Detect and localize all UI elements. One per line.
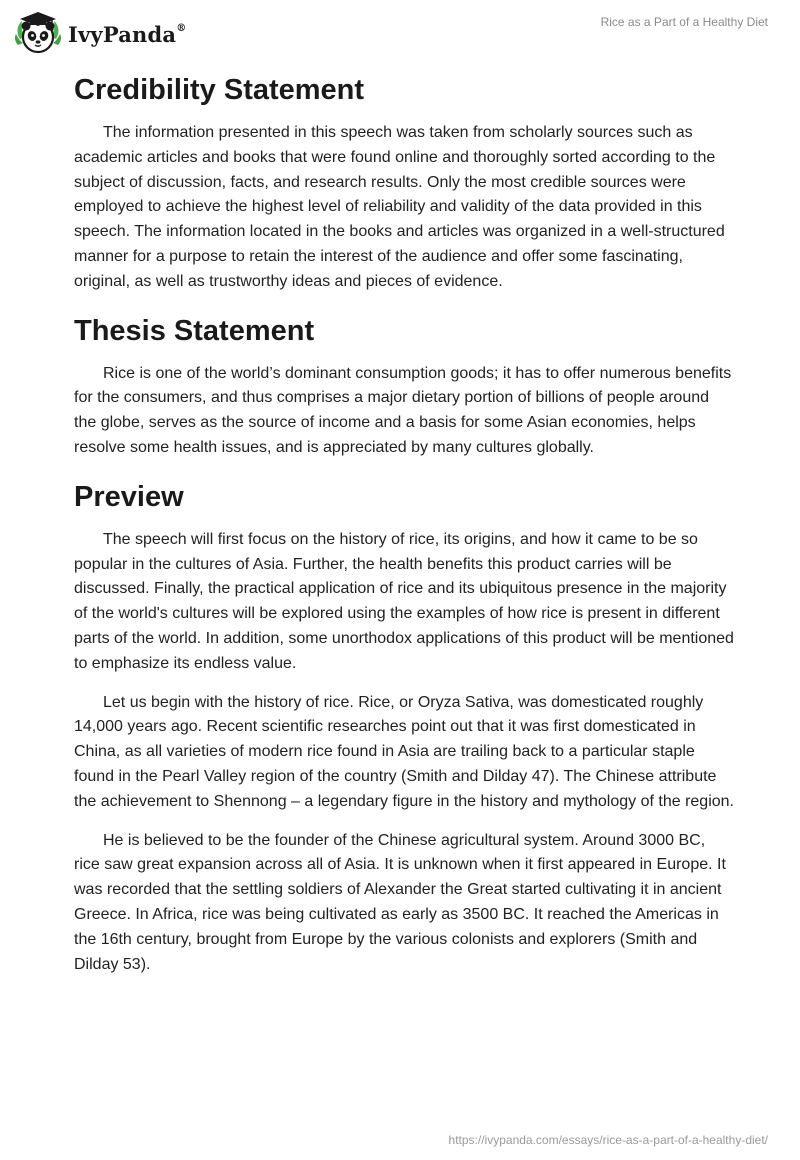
paragraph: The speech will first focus on the history of rice, its origins, and how it came to be so popular in the cultures of Asia. Further, the health benefits this product carries will be discussed. Finally, the practical application of rice and its ubiquitous presence in the majority of the world's cultures will be explored using the examples of how rice is present in different parts of the world. In addition, some unorthodox applications of this product will be mentioned to emphasize its endless value.	[74, 530, 734, 672]
ivypanda-logo[interactable]	[14, 9, 186, 57]
section-heading: Credibility Statement	[74, 74, 365, 106]
paragraph: Rice is one of the world’s dominant consumption goods; it has to offer numerous benefits for the consumers, and thus comprises a major dietary portion of billions of people around the globe, serves as the source of income and a basis for some Asian economies, helps resolve some health issues, and is appreciated by many cultures globally.	[74, 364, 732, 456]
section-credibility	[74, 68, 734, 295]
panda-graduate-icon	[14, 9, 62, 57]
brand-name: IvyPanda®	[68, 21, 187, 47]
paragraph: Let us begin with the history of rice. Rice, or Oryza Sativa, was domesticated roughly 14,000 years ago. Recent scientific researches point out that it was first domesticated in China, as all varieties of modern rice found in Asia are trailing back to a particular staple found in the Pearl Valley region of the country (Smith and Dilday 47). The Chinese attribute the achievement to Shennong – a legendary figure in the history and mythology of the region.	[74, 693, 734, 810]
paragraph: The information presented in this speech was taken from scholarly sources such as academic articles and books that were found online and thoroughly sorted according to the subject of discussion, facts, and research results. Only the most credible sources were employed to achieve the highest level of reliability and validity of the data provided in this speech. The information located in the books and articles was organized in a well-structured manner for a purpose to retain the interest of the audience and offer some fascinating, original, as well as trustworthy ideas and pieces of evidence.	[74, 124, 725, 290]
section-heading: Thesis Statement	[74, 314, 315, 347]
section-preview	[74, 475, 734, 978]
running-title: Rice as a Part of a Healthy Diet	[600, 15, 768, 29]
source-url-link[interactable]: https://ivypanda.com/essays/rice-as-a-part-of-a-healthy-diet/	[448, 1133, 768, 1147]
section-thesis	[74, 309, 734, 461]
paragraph: He is believed to be the founder of the Chinese agricultural system. Around 3000 BC, rice saw great expansion across all of Asia. It is unknown when it first appeared in Europe. It was recorded that the settling soldiers of Alexander the Great started cultivating it in ancient Greece. In Africa, rice was being cultivated as early as 3500 BC. It reached the Americas in the 16th century, brought from Europe by the various colonists and explorers (Smith and Dilday 53).	[74, 831, 726, 973]
page-header	[0, 0, 800, 60]
essay-body	[74, 68, 734, 991]
section-heading: Preview	[74, 480, 184, 513]
